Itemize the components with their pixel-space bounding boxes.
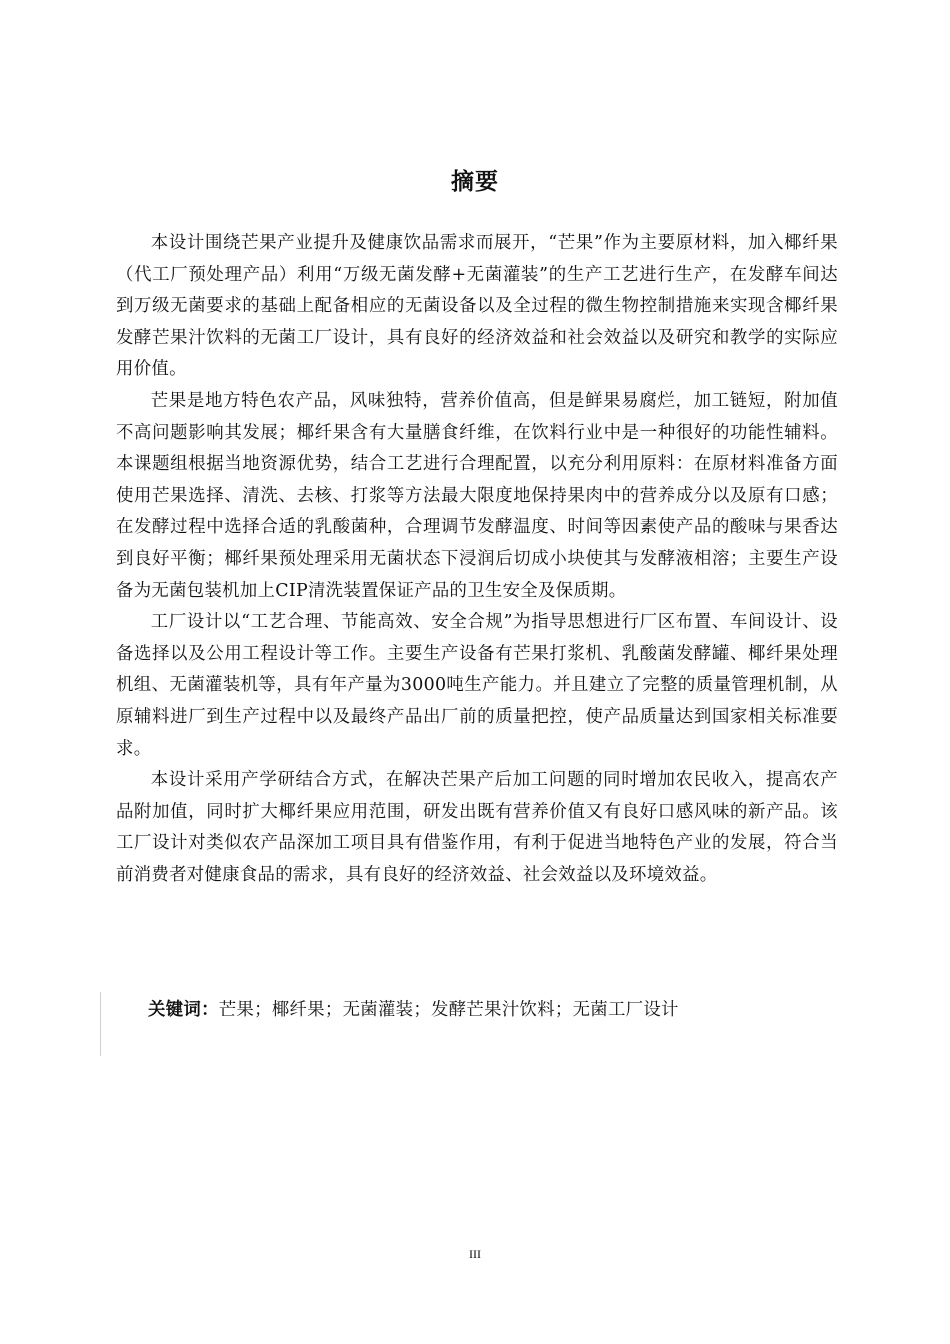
keywords-line [148, 996, 679, 1024]
abstract-paragraph-3: 工厂设计以“工艺合理、节能高效、安全合规”为指导思想进行厂区布置、车间设计、设备选择以及公用工程设计等工作。主要生产设备有芒果打浆机、乳酸菌发酵罐、椰纤果处理机组、无菌灌装机等，具有年产量为3000吨生产能力。并且建立了完整的质量管理机制，从原辅料进厂到生产过程中以及最终产品出厂前的质量把控，使产品质量达到国家相关标准要求。 [116, 612, 838, 759]
page-number: III [469, 1247, 481, 1261]
abstract-body [116, 228, 838, 891]
abstract-paragraph-1: 本设计围绕芒果产业提升及健康饮品需求而展开，“芒果”作为主要原材料，加入椰纤果（代工厂预处理产品）利用“万级无菌发酵+无菌灌装”的生产工艺进行生产，在发酵车间达到万级无菌要求的基础上配备相应的无菌设备以及全过程的微生物控制措施来实现含椰纤果发酵芒果汁饮料的无菌工厂设计，具有良好的经济效益和社会效益以及研究和教学的实际应用价值。 [116, 233, 838, 380]
abstract-paragraph-4: 本设计采用产学研结合方式，在解决芒果产后加工问题的同时增加农民收入，提高农产品附加值，同时扩大椰纤果应用范围，研发出既有营养价值又有良好口感风味的新产品。该工厂设计对类似农产品深加工项目具有借鉴作用，有利于促进当地特色产业的发展，符合当前消费者对健康食品的需求，具有良好的经济效益、社会效益以及环境效益。 [116, 770, 838, 885]
abstract-paragraph-2: 芒果是地方特色农产品，风味独特，营养价值高，但是鲜果易腐烂，加工链短，附加值不高问题影响其发展；椰纤果含有大量膳食纤维，在饮料行业中是一种很好的功能性辅料。本课题组根据当地资源优势，结合工艺进行合理配置，以充分利用原料：在原材料准备方面使用芒果选择、清洗、去核、打浆等方法最大限度地保持果肉中的营养成分以及原有口感；在发酵过程中选择合适的乳酸菌种，合理调节发酵温度、时间等因素使产品的酸味与果香达到良好平衡；椰纤果预处理采用无菌状态下浸润后切成小块使其与发酵液相溶；主要生产设备为无菌包装机加上CIP清洗装置保证产品的卫生安全及保质期。 [116, 390, 838, 601]
abstract-title: 摘要 [451, 169, 499, 195]
keywords-text: 芒果；椰纤果；无菌灌装；发酵芒果汁饮料；无菌工厂设计 [218, 1000, 679, 1020]
margin-divider [100, 992, 101, 1056]
keywords-label: 关键词： [148, 1000, 219, 1020]
